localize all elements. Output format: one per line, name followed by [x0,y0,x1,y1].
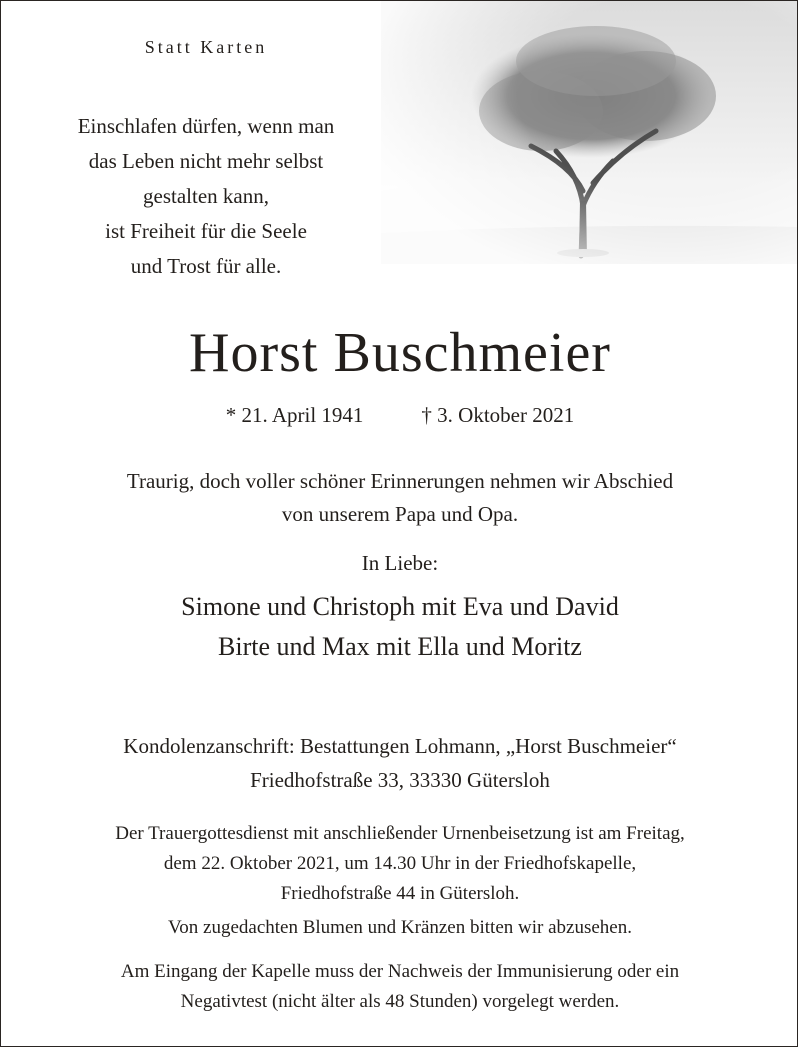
immunization-line: Negativtest (nicht älter als 48 Stunden) vorgelegt werden. [180,991,620,1012]
service-line: dem 22. Oktober 2021, um 14.30 Uhr in der Friedhofskapelle, [163,853,637,874]
family-line: Simone und Christoph mit Eva und David [181,592,619,621]
poem [1,109,411,284]
flowers-note: Von zugedachten Blumen und Kränzen bitten wir abzusehen. [168,917,632,938]
condolence-address [1,729,798,797]
death-date: † 3. Oktober 2021 [421,403,575,427]
family-line: Birte und Max mit Ella und Moritz [218,632,582,661]
immunization-note [1,957,798,1017]
poem-line: gestalten kann, [143,184,269,208]
poem-line: Einschlafen dürfen, wenn man [77,114,335,138]
condolence-line: Friedhofstraße 33, 33330 Gütersloh [250,768,550,792]
farewell-line: von unserem Papa und Opa. [281,502,519,526]
farewell-text [1,465,798,531]
statt-karten-label: Statt Karten [144,37,268,57]
immunization-line: Am Eingang der Kapelle muss der Nachweis der Immunisierung oder ein [120,961,680,982]
poem-line: das Leben nicht mehr selbst [88,149,324,173]
farewell-line: Traurig, doch voller schöner Erinnerungen nehmen wir Abschied [126,469,674,493]
service-info [1,819,798,909]
poem-line: ist Freiheit für die Seele [105,219,307,243]
service-line: Der Trauergottesdienst mit anschließender Urnenbeisetzung ist am Freitag, [115,823,685,844]
tree-image [381,1,798,264]
condolence-line: Kondolenzanschrift: Bestattungen Lohmann, „Horst Buschmeier“ [123,734,677,758]
service-line: Friedhofstraße 44 in Gütersloh. [280,883,520,904]
life-dates [1,403,798,428]
deceased-name: Horst Buschmeier [189,322,611,384]
birth-date: * 21. April 1941 [225,403,364,427]
in-love-label: In Liebe: [361,551,439,575]
poem-line: und Trost für alle. [130,254,282,278]
family-names [1,587,798,667]
